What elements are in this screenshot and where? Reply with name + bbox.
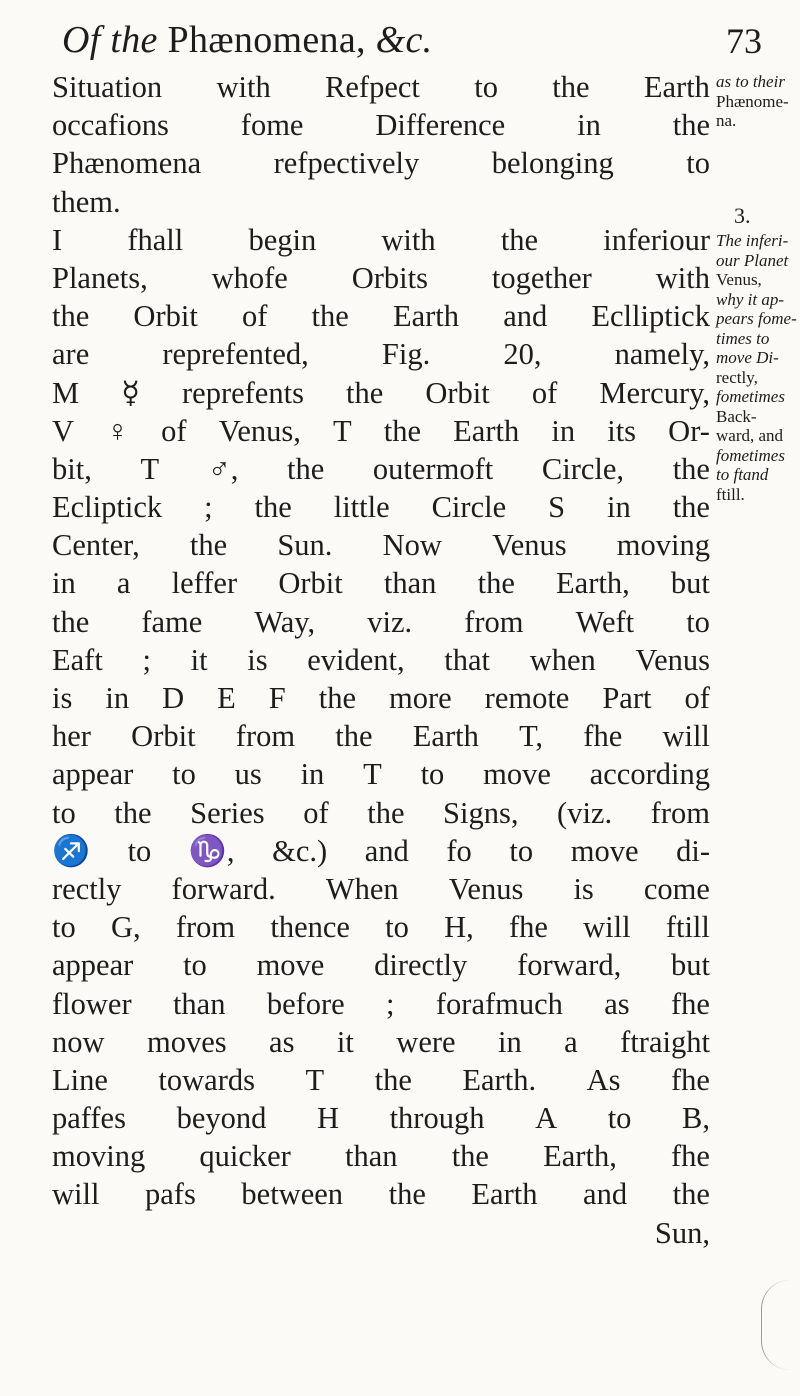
running-head-suffix: &c.: [375, 19, 433, 61]
running-head-prefix: Of the: [62, 19, 158, 61]
running-head-main: Phænomena,: [157, 19, 376, 61]
text-line: Sun,: [654, 1215, 710, 1250]
text-line: Situation with Refpect to the Earth: [52, 70, 710, 104]
text-line: to the Series of the Signs, (viz. from: [52, 795, 710, 830]
margin-note-line: move Di-: [716, 348, 779, 367]
text-line: paffes beyond H through A to B,: [52, 1101, 710, 1136]
text-line: occafions fome Difference in the: [52, 108, 710, 143]
running-head: [62, 18, 432, 62]
text-line: Line towards T the Earth. As fhe: [52, 1062, 710, 1097]
margin-note-line: fometimes: [716, 445, 785, 465]
text-line: Ecliptick ; the little Circle S in the: [52, 490, 710, 525]
text-line: I fhall begin with the inferiour: [52, 222, 710, 257]
margin-note-line: why it ap-: [716, 289, 784, 309]
margin-note-line: Back-: [716, 406, 757, 426]
text-line: rectly forward. When Venus is come: [52, 871, 710, 906]
margin-note-line: times to: [716, 328, 770, 348]
text-line: flower than before ; forafmuch as fhe: [52, 986, 710, 1021]
margin-note-line: pears fome-: [716, 309, 797, 328]
text-line: the fame Way, viz. from Weft to: [52, 604, 710, 639]
text-line: in a leffer Orbit than the Earth, but: [52, 566, 710, 601]
margin-note-line: to ftand: [716, 465, 769, 484]
text-line: ♐ to ♑, &c.) and fo to move di-: [52, 833, 710, 868]
text-line: them.: [52, 184, 121, 219]
text-line: to G, from thence to H, fhe will ftill: [52, 910, 710, 945]
text-line: Planets, whofe Orbits together with: [52, 260, 710, 295]
text-line: is in D E F the more remote Part of: [52, 681, 710, 715]
text-line: now moves as it were in a ftraight: [52, 1024, 710, 1059]
text-line: appear to move directly forward, but: [52, 948, 710, 983]
section-number: 3.: [734, 202, 751, 228]
margin-notes: [716, 72, 800, 504]
text-line: the Orbit of the Earth and Eclliptick: [52, 299, 710, 334]
margin-note-line: The inferi-: [716, 231, 789, 250]
page-header: [62, 18, 762, 68]
text-line: Phænomena refpectively belonging to: [52, 146, 710, 181]
text-line: bit, T ♂, the outermoft Circle, the: [52, 451, 710, 486]
text-line: Eaft ; it is evident, that when Venus: [52, 642, 710, 677]
text-line: V ♀ of Venus, T the Earth in its Or-: [52, 413, 710, 448]
text-line: are reprefented, Fig. 20, namely,: [52, 337, 710, 372]
margin-note-line: Venus,: [716, 270, 762, 289]
margin-note-line: Phænome-: [716, 91, 789, 111]
text-line: appear to us in T to move according: [52, 757, 710, 792]
margin-note-line: na.: [716, 111, 737, 130]
margin-note-line: fometimes: [716, 387, 785, 406]
margin-note-phaenomena: [716, 72, 800, 131]
margin-note-line: our Planet: [716, 250, 789, 270]
margin-note-venus: [716, 231, 800, 504]
page-edge-mark: [761, 1280, 790, 1370]
text-line: moving quicker than the Earth, fhe: [52, 1139, 710, 1174]
margin-note-line: ftill.: [716, 484, 745, 504]
margin-note-line: ward, and: [716, 426, 784, 445]
text-line: Center, the Sun. Now Venus moving: [52, 528, 710, 563]
main-text-block: [52, 68, 710, 1252]
margin-note-line: as to their: [716, 72, 785, 91]
margin-note-line: rectly,: [716, 367, 758, 387]
text-line: will pafs between the Earth and the: [52, 1177, 710, 1212]
page-number: 73: [726, 21, 762, 61]
text-line: her Orbit from the Earth T, fhe will: [52, 719, 710, 754]
text-line: M ☿ reprefents the Orbit of Mercury,: [52, 375, 710, 410]
